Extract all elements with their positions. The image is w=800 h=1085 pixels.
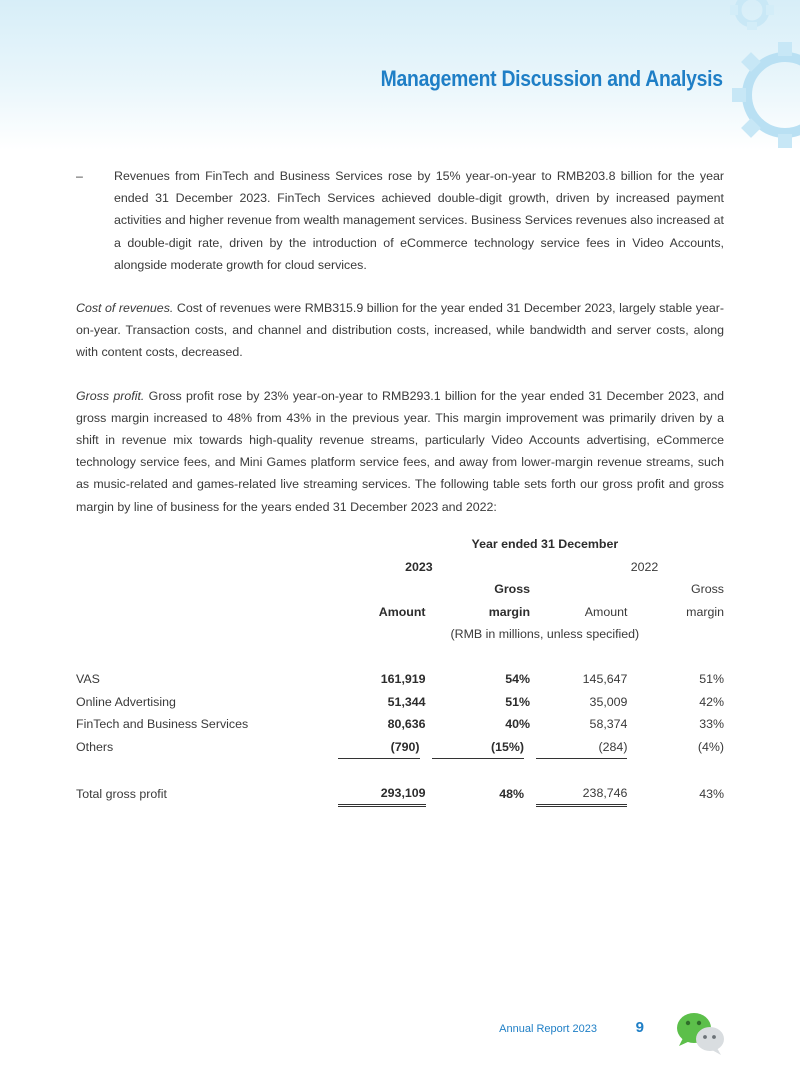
margin-2022: 42%	[699, 694, 724, 709]
amount-2023: 51,344	[387, 694, 426, 709]
table-total-row	[76, 782, 724, 806]
bullet-dash: –	[76, 169, 83, 183]
col-gross-current: Gross	[494, 582, 531, 597]
col-amount-current: Amount	[378, 604, 426, 619]
margin-2022: 51%	[699, 672, 724, 687]
margin-2023: 54%	[505, 672, 531, 687]
page-number: 9	[635, 1019, 644, 1036]
table-column-row	[76, 601, 724, 624]
total-amount-2023: 293,109	[338, 782, 426, 806]
total-margin-2022: 43%	[699, 786, 724, 801]
period-header: Year ended 31 December	[471, 537, 619, 552]
page-title: Management Discussion and Analysis	[380, 66, 723, 91]
table-row	[76, 713, 724, 736]
gross-profit-lead: Gross profit.	[76, 388, 145, 403]
amount-2022: 145,647	[582, 672, 628, 687]
bullet-text: Revenues from FinTech and Business Services rose by 15% year-on-year to RMB203.8 billion for the year ended 31 December 2023. FinTech Services achieved double-digit growth, driven by increased payment activities and higher revenue from wealth management services. Business Services revenues also increased at a double-digit rate, driven by the introduction of eCommerce technology service fees in Video Accounts, alongside moderate growth for cloud services.	[114, 169, 724, 272]
year-current: 2023	[405, 559, 433, 574]
body-text	[76, 165, 724, 539]
table-year-row	[76, 556, 724, 579]
table-row	[76, 691, 724, 714]
row-label: Online Advertising	[76, 694, 176, 709]
total-amount-2022: 238,746	[530, 782, 627, 806]
revenue-bullet	[76, 165, 724, 276]
cost-of-revenues-paragraph	[76, 297, 724, 364]
table-row	[76, 736, 724, 759]
margin-2023: 40%	[505, 717, 531, 732]
amount-2023: (790)	[338, 736, 426, 759]
table-unit-row	[76, 623, 724, 646]
total-margin-2023: 48%	[499, 786, 525, 801]
table-row	[76, 668, 724, 691]
page-footer	[0, 1010, 800, 1070]
unit-note: (RMB in millions, unless specified)	[450, 627, 640, 642]
margin-2023: 51%	[505, 694, 531, 709]
col-margin-prior: margin	[686, 604, 724, 619]
table-column-top-row	[76, 578, 724, 601]
row-label: VAS	[76, 672, 100, 687]
margin-2023: (15%)	[426, 736, 530, 759]
report-label: Annual Report 2023	[499, 1023, 597, 1035]
total-label: Total gross profit	[76, 786, 167, 801]
col-amount-prior: Amount	[584, 604, 628, 619]
year-prior: 2022	[630, 559, 659, 574]
col-margin-current: margin	[488, 604, 531, 619]
amount-2022: (284)	[530, 736, 627, 759]
cost-of-revenues-text: Cost of revenues were RMB315.9 billion for the year ended 31 December 2023, largely stable year-on-year. Transaction costs, and channel and distribution costs, increased, while bandwidth and server costs, along with content costs, decreased.	[76, 301, 724, 360]
chat-bubble-logo-icon	[675, 1010, 725, 1056]
margin-2022: (4%)	[697, 740, 724, 754]
table-header-row	[76, 533, 724, 556]
row-label: Others	[76, 740, 114, 754]
cost-of-revenues-lead: Cost of revenues.	[76, 301, 174, 316]
gross-profit-paragraph	[76, 385, 724, 518]
amount-2022: 35,009	[589, 694, 628, 709]
gross-profit-text: Gross profit rose by 23% year-on-year to RMB293.1 billion for the year ended 31 December 2023, and gross margin increased to 48% from 43% in the previous year. This margin improvement was primarily driven by a shift in revenue mix towards high-quality revenue streams, particularly Video Accounts advertising, eCommerce technology service fees, and Mini Games platform service fees, and away from lower-margin revenue streams, such as music-related and games-related live streaming services. The following table sets forth our gross profit and gross margin by line of business for the years ended 31 December 2023 and 2022:	[76, 388, 724, 514]
amount-2023: 161,919	[380, 672, 426, 687]
amount-2022: 58,374	[589, 717, 628, 732]
gross-profit-table	[76, 533, 724, 807]
amount-2023: 80,636	[387, 717, 426, 732]
margin-2022: 33%	[699, 717, 724, 732]
col-gross-prior: Gross	[690, 582, 724, 597]
row-label: FinTech and Business Services	[76, 717, 249, 732]
